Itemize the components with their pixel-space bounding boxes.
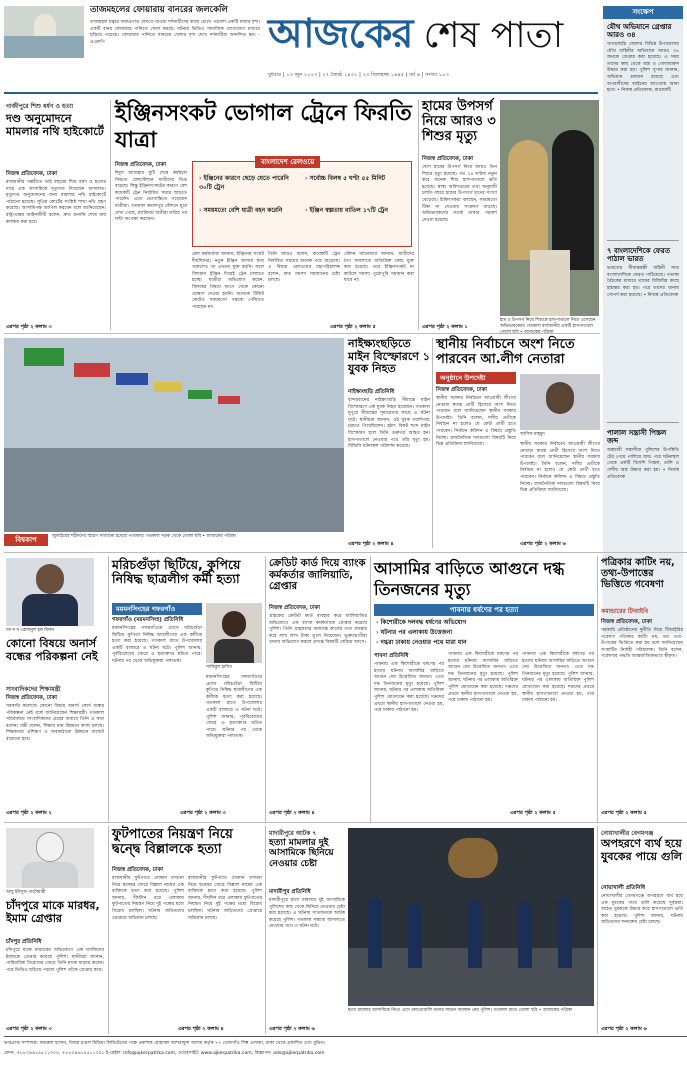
story-measles-headline: হামের উপসর্গ নিয়ে আরও ৩ শিশুর মৃত্যু bbox=[422, 99, 496, 144]
footer-contact: ফোন: +৮৮০৯৬১৪৫১১৩০০, +৮৮০৯৬১৪৫১১৩০১ ই-মেইল: info@ajkerpatrika.com, ওয়েবসাইট: www.ajkerpatrika.com, বিজ্ঞাপন: ads@ajkerpatrika.com bbox=[4, 1051, 325, 1056]
story-kushtia-byline: গফরগাঁও (ময়মনসিংহ) প্রতিনিধি bbox=[112, 617, 184, 623]
story-fire-headline: আসামির বাড়িতে আগুনে দগ্ধ তিনজনের মৃত্যু bbox=[374, 559, 565, 599]
story-card-continued: এরপর পৃষ্ঠা ২ কলাম ৪ bbox=[269, 810, 315, 816]
story-madaripur-continued: এরপর পৃষ্ঠা ২ কলাম ৬ bbox=[269, 1026, 315, 1032]
story-train-headline: ইঞ্জিনসংকট ভোগাল ট্রেনে ফিরতি যাত্রা bbox=[115, 101, 412, 153]
sidebar-item-body: খাগড়াছড়ি জেলার বিভিন্ন উপজেলায় যৌথ বাহিনীর অভিযানে আরও ৩৪ জনকে গ্রেপ্তার করা হয়েছে। এ সময় তাদের কাছ থেকে অস্ত্র ও গোলাবারুদ উদ্ধার করা হয়। পুলিশ সুপার জানান, অভিযান চলমান রয়েছে এবং অপরাধীদের আইনের আওতায় আনা হবে। • নিজস্ব প্রতিবেদক, রাঙামাটি bbox=[607, 42, 679, 94]
story-rape-body: রাজধানীর পল্লবীতে তাই বছরের শিশু ধর্ষণ ও হত্যার দায়ে এক আসামিকে মৃত্যুদণ্ড দিয়েছেন আদালত। মৃত্যুদণ্ড অনুমোদনের জন্য মামলার নথি হাইকোর্টে পাঠানো হয়েছে। সুপ্রিম কোর্টের সংশ্লিষ্ট শাখা নথি গ্রহণ করেছে। আসামিপক্ষ আপিল করবেন বলে জানিয়েছেন। রাষ্ট্রপক্ষের আইনজীবী বলেন, দ্রুত শুনানি শেষে রায় কার্যকর করা হবে। bbox=[6, 180, 106, 225]
sidebar-item-body: ভারতের সীমান্তরক্ষী বাহিনী সাত বাংলাদেশিকে ফেরত পাঠিয়েছে। পতাকা বৈঠকের মাধ্যমে তাদের বিজিবির কাছে হস্তান্তর করা হয়। পরে তাদের থানায় সোপর্দ করা হয়েছে। • নিজস্ব প্রতিবেদক bbox=[607, 266, 679, 298]
story-card-byline: নিজস্ব প্রতিবেদক, ঢাকা bbox=[269, 605, 321, 611]
story-madaripur-kicker: মাদারীপুরে আটক ৭ bbox=[269, 830, 317, 837]
story-train-continued: এরপর পৃষ্ঠা ২ কলাম ৫ bbox=[330, 324, 376, 330]
story-imam-byline: চাঁদপুর প্রতিনিধি bbox=[6, 939, 42, 945]
photo-flags-caption: জুলাইয়ের শহীদদের স্মরণে সাজানো হয়েছে পতাকায়। গতকাল সড়ক থেকে তোলা ছবি • আজকের পত্রিকা bbox=[52, 534, 236, 539]
story-election-headline: স্থানীয় নির্বাচনে অংশ নিতে পারবেন আ.লীগ নেতারা bbox=[436, 337, 575, 367]
rail-box-item: › ইঞ্জিনের কারণে ছেড়ে যেতে পারেনি ৩০টি ট্রেন bbox=[199, 175, 289, 191]
masthead-title: আজকের bbox=[268, 11, 413, 57]
photo-police-caption: হত্যা মামলার আসামিকে নিতে এসে কোতোয়ালি থানার সামনে অবস্থান নেয় পুলিশ। গতকাল রাতে তোলা ছবি • আজকের পত্রিকা bbox=[348, 1008, 573, 1013]
dateline: বুধবার | ১৩ জুন ২০২৩ | ২৭ জ্যৈষ্ঠ ১৪৩১ | ২৩ জিলহজ্জ ১৪৪৫ | বর্ষ ৬ | সংখ্যা ১০৩ bbox=[268, 72, 449, 78]
masthead-logo bbox=[268, 6, 588, 62]
minister-name: আ ন ম এহসানুল হক মিলন bbox=[6, 628, 54, 633]
story-alcohol-body: সরকারি কলেজে কোনো বিষয়ে অনার্স কোর্স বন্ধের পরিকল্পনা নেই বলে জানিয়েছেন শিক্ষামন্ত্রী। গতকাল সচিবালয়ে সাংবাদিকদের প্রশ্নের জবাবে তিনি এ কথা বলেন। মন্ত্রী বলেন, শিক্ষার মান উন্নয়নে কাজ চলছে। শিক্ষকদের প্রশিক্ষণ ও অবকাঠামো উন্নয়নে বাজেট বাড়ানো হবে। bbox=[6, 704, 104, 742]
story-measles-byline: নিজস্ব প্রতিবেদক, ঢাকা bbox=[422, 156, 474, 162]
story-footpath-byline: নিজস্ব প্রতিবেদক, ঢাকা bbox=[112, 867, 164, 873]
teaser-body: তাজমহল চত্বরে জলপ্রপাত দেখতে যাওয়া দর্শনার্থীদের কাছে চোখে পড়লো একটি মজার দৃশ্য। একটি বানর ফোয়ারার পানিতে খেলা করছে। ঘটনার ভিডিও সামাজিক যোগাযোগ মাধ্যমে ছড়িয়ে পড়েছে। ফোয়ারার পানিতে বানরের খেলার দৃশ্য দেখে দর্শনার্থীরা আনন্দিত হন। - এএফপি bbox=[90, 20, 260, 45]
story-alcohol-kicker: সাংবাদিকদের শিক্ষামন্ত্রী bbox=[6, 686, 61, 693]
rail-box-label: বাংলাদেশ রেলওয়ে bbox=[255, 156, 320, 168]
story-fire-kicker: পাবনায় ধর্ষণের পর হত্যা bbox=[374, 604, 594, 616]
story-fire-bullet: › কিশোরীকে দলবদ্ধ ধর্ষণের অভিযোগ bbox=[376, 619, 467, 626]
story-imam-continued: এরপর পৃষ্ঠা ২ কলাম ৩ bbox=[6, 1026, 52, 1032]
story-fire-bullet: › ঘটনার পর এলাকায় উত্তেজনা bbox=[376, 629, 453, 636]
story-fire-bullet: › দগ্ধরা ঢাকায় নেওয়ার পথে মারা যান bbox=[376, 639, 467, 646]
story-alcohol-continued: এরপর পৃষ্ঠা ২ কলাম ২ bbox=[6, 810, 52, 816]
story-train-byline: নিজস্ব প্রতিবেদক, ঢাকা bbox=[115, 162, 167, 168]
photo-election-label: আসিফ মাহমুদ bbox=[520, 432, 545, 437]
photo-flags-tag: বিশ্বকাপ bbox=[4, 534, 48, 546]
rail-box bbox=[192, 158, 412, 247]
story-noakhali-continued: এরপর পৃষ্ঠা ২ কলাম ৬ bbox=[601, 1026, 647, 1032]
story-alcohol-headline: কোনো বিষয়ে অনার্স বন্ধের পরিকল্পনা নেই bbox=[6, 637, 98, 663]
story-footpath-continued: এরপর পৃষ্ঠা ২ কলাম ৪ bbox=[178, 1026, 224, 1032]
photo-measles-caption: হাম ও উপসর্গ নিয়ে শিশুকে হাসপাতালে নিয়ে এসেছেন অভিভাবকেরা। গতকাল রাজধানীর একটি হাসপাতালে bbox=[500, 318, 596, 329]
story-rape-byline: নিজস্ব প্রতিবেদক, ঢাকা bbox=[6, 171, 58, 177]
story-footpath-body: রাজধানীর ফুটপাতে দোকান বসানো নিয়ে দ্বন্দ্বের জেরে বিল্লাল নামের এক ব্যক্তিকে হত্যা করা হয়েছে। পুলিশ জানায়, দীর্ঘদিন ধরে এলাকায় ফুটপাতের নিয়ন্ত্রণ নিয়ে দুই পক্ষের মধ্যে বিরোধ চলছিল। ঘটনায় জড়িতদের গ্রেপ্তারে অভিযান চলছে। bbox=[112, 876, 184, 921]
story-noakhali-headline: অপহরণে ব্যর্থ হয়ে যুবকের পায়ে গুলি bbox=[601, 837, 682, 863]
story-patriotic-byline: নিজস্ব প্রতিবেদক, ঢাকা bbox=[601, 619, 653, 625]
story-election-byline: নিজস্ব প্রতিবেদক, ঢাকা bbox=[436, 387, 488, 393]
story-measles-body: দেশে হামের উপসর্গ নিয়ে আরও তিন শিশুর মৃত্যু হয়েছে। গত ২৪ ঘণ্টায় নতুন করে অনেক শিশু হাসপাতালে ভর্তি হয়েছে। স্বাস্থ্য অধিদপ্তরের তথ্য অনুযায়ী চলতি বছরে হামের উপসর্গে মৃতের সংখ্যা বেড়েছে। চিকিৎসকরা বলছেন, সময়মতো টিকা না দেওয়ায় সংক্রমণ বাড়ছে। অভিভাবকদের সতর্ক থাকার পরামর্শ দেওয়া হয়েছে। bbox=[422, 165, 497, 223]
story-mine-headline: নাইক্ষ্যংছড়িতে মাইন বিস্ফোরণে ১ যুবক নিহত bbox=[348, 337, 430, 376]
story-measles-continued: এরপর পৃষ্ঠা ২ কলাম ১ bbox=[422, 324, 468, 330]
photo-minister bbox=[6, 558, 94, 626]
rail-box-item: › ইঞ্জিন স্বল্পতায় বাতিল ১৭টি ট্রেন bbox=[305, 207, 388, 214]
story-kushtia-headline: মরিচগুঁড়া ছিটিয়ে, কুপিয়ে নিষিদ্ধ ছাত্রলীগ কর্মী হত্যা bbox=[112, 557, 241, 587]
story-election-tag: অনুষ্ঠানে উপদেষ্টা bbox=[436, 372, 516, 384]
masthead-title-secondary: শেষ পাতা bbox=[423, 15, 564, 56]
story-noakhali-byline: নোয়াখালী প্রতিনিধি bbox=[601, 885, 646, 891]
teaser-photo bbox=[4, 6, 84, 58]
victim-name: সাকিবুল হাসিব bbox=[206, 665, 232, 670]
story-kushtia-body: ময়মনসিংহের গফরগাঁওয়ে চোখে মরিচগুঁড়া ছিটিয়ে কুপিয়ে নিষিদ্ধ ছাত্রলীগের এক কর্মীকে হত্যা করা হয়েছে। গতকাল রাতে উপজেলার একটি বাজারে এ ঘটনা ঘটে। পুলিশ জানায়, পূর্ববিরোধের জেরে এ হত্যাকাণ্ড ঘটতে পারে। ঘটনার পর থেকে অভিযুক্তরা পলাতক। bbox=[112, 626, 202, 664]
story-train-col2: রেল কর্মকর্তারা জানান, ইঞ্জিনের সংকট দীর্ঘদিনের। নতুন ইঞ্জিন আসার কথা থাকলেও তা এখনো যুক্ত হয়নি। ফলে বিদ্যমান ইঞ্জিন দিয়েই ট্রেন চালাতে হচ্ছে। যাত্রীরা অভিযোগ করেন, বিলম্বের বিষয়ে আগে থেকে কোনো ঘোষণা দেওয়া হয়নি। অনেকে টিকিট কেটেও সময়মতো গন্তব্যে পৌঁছাতে পারছেন না। bbox=[192, 252, 264, 310]
story-madaripur-byline: মাদারীপুর প্রতিনিধি bbox=[269, 889, 311, 895]
story-train-col3: তিনি আরও বলেন, কয়েকটি ট্রেন নির্ধারিত সময়ের অনেক পরে ছেড়েছে। এ বিষয়ে রেলওয়ের মহাপরিচালক বলেন, দ্রুত সমস্যা সমাধানের চেষ্টা চলছে। bbox=[268, 252, 340, 284]
story-rape-headline: দণ্ড অনুমোদনে মামলার নথি হাইকোর্টে bbox=[6, 112, 104, 138]
photo-measles bbox=[500, 100, 599, 316]
rail-box-item: › সর্বোচ্চ বিলম্ব ৫ ঘণ্টা ৫৫ মিনিট bbox=[305, 175, 386, 182]
story-train-col4: স্টেশন ম্যানেজার জানান, যাত্রীদের চাপ সামলাতে অতিরিক্ত কোচ যুক্ত করা হয়েছে। তবে ইঞ্জিনসংকট না কাটলে সমস্যা পুরোপুরি সমাধান করা যাবে না। bbox=[344, 252, 414, 284]
sidebar-item-title: ৭ বাংলাদেশিকে ফেরত পাঠাল ভারত bbox=[607, 247, 671, 264]
story-fire-byline: পাবনা প্রতিনিধি bbox=[374, 653, 409, 659]
story-footpath-body-cont: রাজধানীর ফুটপাতে দোকান বসানো নিয়ে দ্বন্দ্বের জেরে বিল্লাল নামের এক ব্যক্তিকে হত্যা করা হয়েছে। পুলিশ জানায়, দীর্ঘদিন ধরে এলাকায় ফুটপাতের নিয়ন্ত্রণ নিয়ে দুই পক্ষের মধ্যে বিরোধ চলছিল। ঘটনায় জড়িতদের গ্রেপ্তারে অভিযান চলছে। bbox=[188, 876, 262, 921]
photo-police bbox=[348, 828, 594, 1006]
story-kushtia-continued: এরপর পৃষ্ঠা ২ কলাম ৩ bbox=[180, 810, 226, 816]
story-kushtia-body-cont: ময়মনসিংহের গফরগাঁওয়ে চোখে মরিচগুঁড়া ছিটিয়ে কুপিয়ে নিষিদ্ধ ছাত্রলীগের এক কর্মীকে হত্যা করা হয়েছে। গতকাল রাতে উপজেলার একটি বাজারে এ ঘটনা ঘটে। পুলিশ জানায়, পূর্ববিরোধের জেরে এ হত্যাকাণ্ড ঘটতে পারে। ঘটনার পর থেকে অভিযুক্তরা পলাতক। bbox=[206, 675, 262, 740]
story-fire-body: পাবনায় এক কিশোরীকে ধর্ষণের পর হত্যার ঘটনায় আসামির বাড়িতে আগুন দেয় উত্তেজিত জনতা। এতে দগ্ধ তিনজনের মৃত্যু হয়েছে। পুলিশ জানায়, ঘটনার পর এলাকায় অতিরিক্ত পুলিশ মোতায়েন করা হয়েছে। দগ্ধদের প্রথমে স্থানীয় হাসপাতালে নেওয়া হয়, পরে ঢাকায় পাঠানো হয়। bbox=[374, 662, 444, 714]
story-mine-body: বান্দরবানের নাইক্ষ্যংছড়ি সীমান্তে মাইন বিস্ফোরণে এক যুবক নিহত হয়েছেন। গতকাল দুপুরে সীমান্তের শূন্যরেখার কাছে এ ঘটনা ঘটে। স্থানীয়রা জানান, ওই যুবক গবাদিপশু চরাতে গিয়েছিলেন। হঠাৎ বিকট শব্দে মাইন বিস্ফোরণ হলে তিনি গুরুতর আহত হন। হাসপাতালে নেওয়ার পথে তাঁর মৃত্যু হয়। বিজিবি ঘটনাস্থল পরিদর্শন করেছে। bbox=[348, 398, 430, 450]
photo-imam bbox=[6, 828, 94, 888]
story-mine-byline: নাইক্ষ্যংছড়ি প্রতিনিধি bbox=[348, 389, 395, 395]
photo-election bbox=[520, 374, 600, 430]
story-noakhali-kicker: নোয়াখালীর বেগমগঞ্জ bbox=[601, 830, 654, 837]
photo-flags bbox=[4, 338, 344, 532]
story-card-headline: ক্রেডিট কার্ড দিয়ে ব্যাংক কর্মকর্তার জালিয়াতি, গ্রেপ্তার bbox=[269, 558, 366, 592]
story-fire-body-cont2: পাবনায় এক কিশোরীকে ধর্ষণের পর হত্যার ঘটনায় আসামির বাড়িতে আগুন দেয় উত্তেজিত জনতা। এতে দগ্ধ তিনজনের মৃত্যু হয়েছে। পুলিশ জানায়, ঘটনার পর এলাকায় অতিরিক্ত পুলিশ মোতায়েন করা হয়েছে। দগ্ধদের প্রথমে স্থানীয় হাসপাতালে নেওয়া হয়, পরে ঢাকায় পাঠানো হয়। bbox=[522, 652, 594, 704]
sidebar-label: সংক্ষেপ bbox=[603, 6, 683, 19]
teaser-headline: তাজমহলের ফোয়ারায় বানরের জলকেলি bbox=[90, 5, 228, 15]
story-madaripur-headline: হত্যা মামলার দুই আসামিকে ছিনিয়ে নেওয়ার চেষ্টা bbox=[269, 838, 334, 869]
story-fire-continued: এরপর পৃষ্ঠা ২ কলাম ৫ bbox=[510, 810, 556, 816]
story-footpath-headline: ফুটপাতের নিয়ন্ত্রণ নিয়ে দ্বন্দ্বে বিল্লালকে হত্যা bbox=[112, 827, 233, 857]
story-imam-headline: চাঁদপুরে মাকে মারধর, ইমাম গ্রেপ্তার bbox=[6, 899, 100, 925]
story-kushtia-tag: ময়মনসিংহের গফরগাঁও bbox=[112, 603, 202, 615]
story-election-body-cont: স্থানীয় সরকার নির্বাচনে আওয়ামী লীগের নেতারা স্বতন্ত্র প্রার্থী হিসেবে অংশ নিতে পারবেন বলে জানিয়েছেন স্থানীয় সরকার উপদেষ্টা। তিনি বলেন, দলীয় প্রতীকে নির্বাচন না হলেও যে কেউ প্রার্থী হতে পারবেন। নির্বাচন কমিশন এ বিষয়ে প্রস্তুতি নিচ্ছে। রাজনৈতিক দলগুলো বিষয়টি নিয়ে ভিন্ন প্রতিক্রিয়া জানিয়েছে। bbox=[520, 442, 600, 494]
story-patriotic-body: সরকারি প্রতিষ্ঠানের দুর্নীতি নিয়ে টিআইবির গবেষণা পত্রিকার কাটিং নয়, বরং তথ্য-উপাত্তের ভিত্তিতে করা হয় বলে জানিয়েছেন সংস্থাটির নির্বাহী পরিচালক। তিনি বলেন, গবেষণার পদ্ধতি আন্তর্জাতিকভাবে স্বীকৃত। bbox=[601, 628, 683, 660]
story-alcohol-byline: নিজস্ব প্রতিবেদক, ঢাকা bbox=[6, 695, 58, 701]
story-train-col1: ঈদুল আজহার ছুটি শেষে কর্মস্থলে ফিরতে রেলস্টেশনে যাত্রীদের ভিড় বাড়ছে। কিন্তু ইঞ্জিনসংকটের কারণে বেশ কয়েকটি ট্রেন নির্ধারিত সময়ে ছাড়তে পারেনি। এতে ভোগান্তিতে পড়েছেন যাত্রীরা। গতকাল কমলাপুর স্টেশনে ঘুরে দেখা গেছে, প্ল্যাটফর্মে যাত্রীরা ঘণ্টার পর ঘণ্টা অপেক্ষা করছেন। bbox=[115, 171, 187, 223]
rail-box-item: › সময়মতো বেশি যাত্রী বহন করেনি bbox=[199, 207, 283, 214]
story-rape-kicker: গাজীপুরে শিশু ধর্ষণ ও হত্যা bbox=[6, 103, 74, 110]
story-rape-continued: এরপর পৃষ্ঠা ২ কলাম ৩ bbox=[6, 324, 52, 330]
story-fire-body-cont: পাবনায় এক কিশোরীকে ধর্ষণের পর হত্যার ঘটনায় আসামির বাড়িতে আগুন দেয় উত্তেজিত জনতা। এতে দগ্ধ তিনজনের মৃত্যু হয়েছে। পুলিশ জানায়, ঘটনার পর এলাকায় অতিরিক্ত পুলিশ মোতায়েন করা হয়েছে। দগ্ধদের প্রথমে স্থানীয় হাসপাতালে নেওয়া হয়, পরে ঢাকায় পাঠানো হয়। bbox=[448, 652, 518, 704]
sidebar-item-title: পালাল সন্ত্রাসী পিস্তল জব্দ bbox=[607, 429, 667, 446]
story-patriotic-headline: পত্রিকার কাটিং নয়, তথ্য-উপাত্তের ভিত্তিতে গবেষণা bbox=[601, 557, 675, 590]
sidebar bbox=[603, 6, 683, 634]
sidebar-item-title: যৌথ অভিযানে গ্রেপ্তার আরও ৩৪ bbox=[607, 23, 672, 40]
sidebar-item-body: অস্ত্রধারী সন্ত্রাসীরা পুলিশের উপস্থিতি টের পেয়ে পালিয়ে যায়। পরে ঘটনাস্থল থেকে একটি বিদেশি পিস্তল, গুলি ও দেশীয় অস্ত্র উদ্ধার করা হয়। • নিজস্ব প্রতিবেদক bbox=[607, 448, 679, 480]
story-card-body: গ্রাহকের ক্রেডিট কার্ড ব্যবহার করে জালিয়াতির অভিযোগে এক ব্যাংক কর্মকর্তাকে গ্রেপ্তার করেছে পুলিশ। তিনি গ্রাহকদের অজান্তে কার্ডের তথ্য ব্যবহার করে লাখ লাখ টাকা তুলে নিয়েছেন। ভুক্তভোগীরা থানায় অভিযোগ করলে তদন্তে বিষয়টি বেরিয়ে আসে। bbox=[269, 614, 367, 646]
footer-imprint: ভারপ্রাপ্ত সম্পাদক: কামরুল হাসান, বিজয় মণ্ডল মিডিয়া লিমিটেডের পক্ষে প্রকাশক মোহাম্মদ আশরাফুল আলম কর্তৃক ৭৭ তেজগাঁও শিল্প এলাকা, ঢাকা থেকে প্রকাশিত এবং মুদ্রিত। bbox=[4, 1041, 326, 1046]
imam-name: আবু ইউসুফ পাটোয়ারী bbox=[6, 890, 46, 895]
story-election-continued: এরপর পৃষ্ঠা ২ কলাম ৬ bbox=[520, 541, 566, 547]
story-mine-continued: এরপর পৃষ্ঠা ২ কলাম ৪ bbox=[348, 541, 394, 547]
story-patriotic-kicker: কমান্ডারের টিআইবি bbox=[601, 608, 649, 615]
story-patriotic-continued: এরপর পৃষ্ঠা ২ কলাম ৫ bbox=[601, 810, 647, 816]
story-noakhali-body: নোয়াখালীর বেগমগঞ্জে অপহরণে ব্যর্থ হয়ে এক যুবকের পায়ে গুলি করেছে দুর্বৃত্তরা। আহত যুবককে উদ্ধার করে হাসপাতালে ভর্তি করা হয়েছে। পুলিশ জানায়, ঘটনায় জড়িতদের শনাক্তের চেষ্টা চলছে। bbox=[601, 894, 683, 926]
story-madaripur-body: মাদারীপুরে হত্যা মামলার দুই আসামিকে পুলিশের কাছ থেকে ছিনিয়ে নেওয়ার চেষ্টা করা হয়েছে। এ ঘটনায় সাতজনকে আটক করেছে পুলিশ। গতকাল সন্ধ্যায় আদালতে নেওয়ার পথে এ ঘটনা ঘটে। bbox=[269, 898, 345, 930]
story-imam-body: চাঁদপুরে মাকে মারধরের অভিযোগে এক মসজিদের ইমামকে গ্রেপ্তার করেছে পুলিশ। স্থানীয়রা জানান, পারিবারিক বিরোধের জেরে তিনি মাকে মারধর করেন। পরে ভিডিও ছড়িয়ে পড়লে পুলিশ তাঁকে গ্রেপ্তার করে। bbox=[6, 948, 104, 973]
photo-victim bbox=[206, 603, 262, 663]
story-election-body: স্থানীয় সরকার নির্বাচনে আওয়ামী লীগের নেতারা স্বতন্ত্র প্রার্থী হিসেবে অংশ নিতে পারবেন বলে জানিয়েছেন স্থানীয় সরকার উপদেষ্টা। তিনি বলেন, দলীয় প্রতীকে নির্বাচন না হলেও যে কেউ প্রার্থী হতে পারবেন। নির্বাচন কমিশন এ বিষয়ে প্রস্তুতি নিচ্ছে। রাজনৈতিক দলগুলো বিষয়টি নিয়ে ভিন্ন প্রতিক্রিয়া জানিয়েছে। bbox=[436, 396, 516, 448]
